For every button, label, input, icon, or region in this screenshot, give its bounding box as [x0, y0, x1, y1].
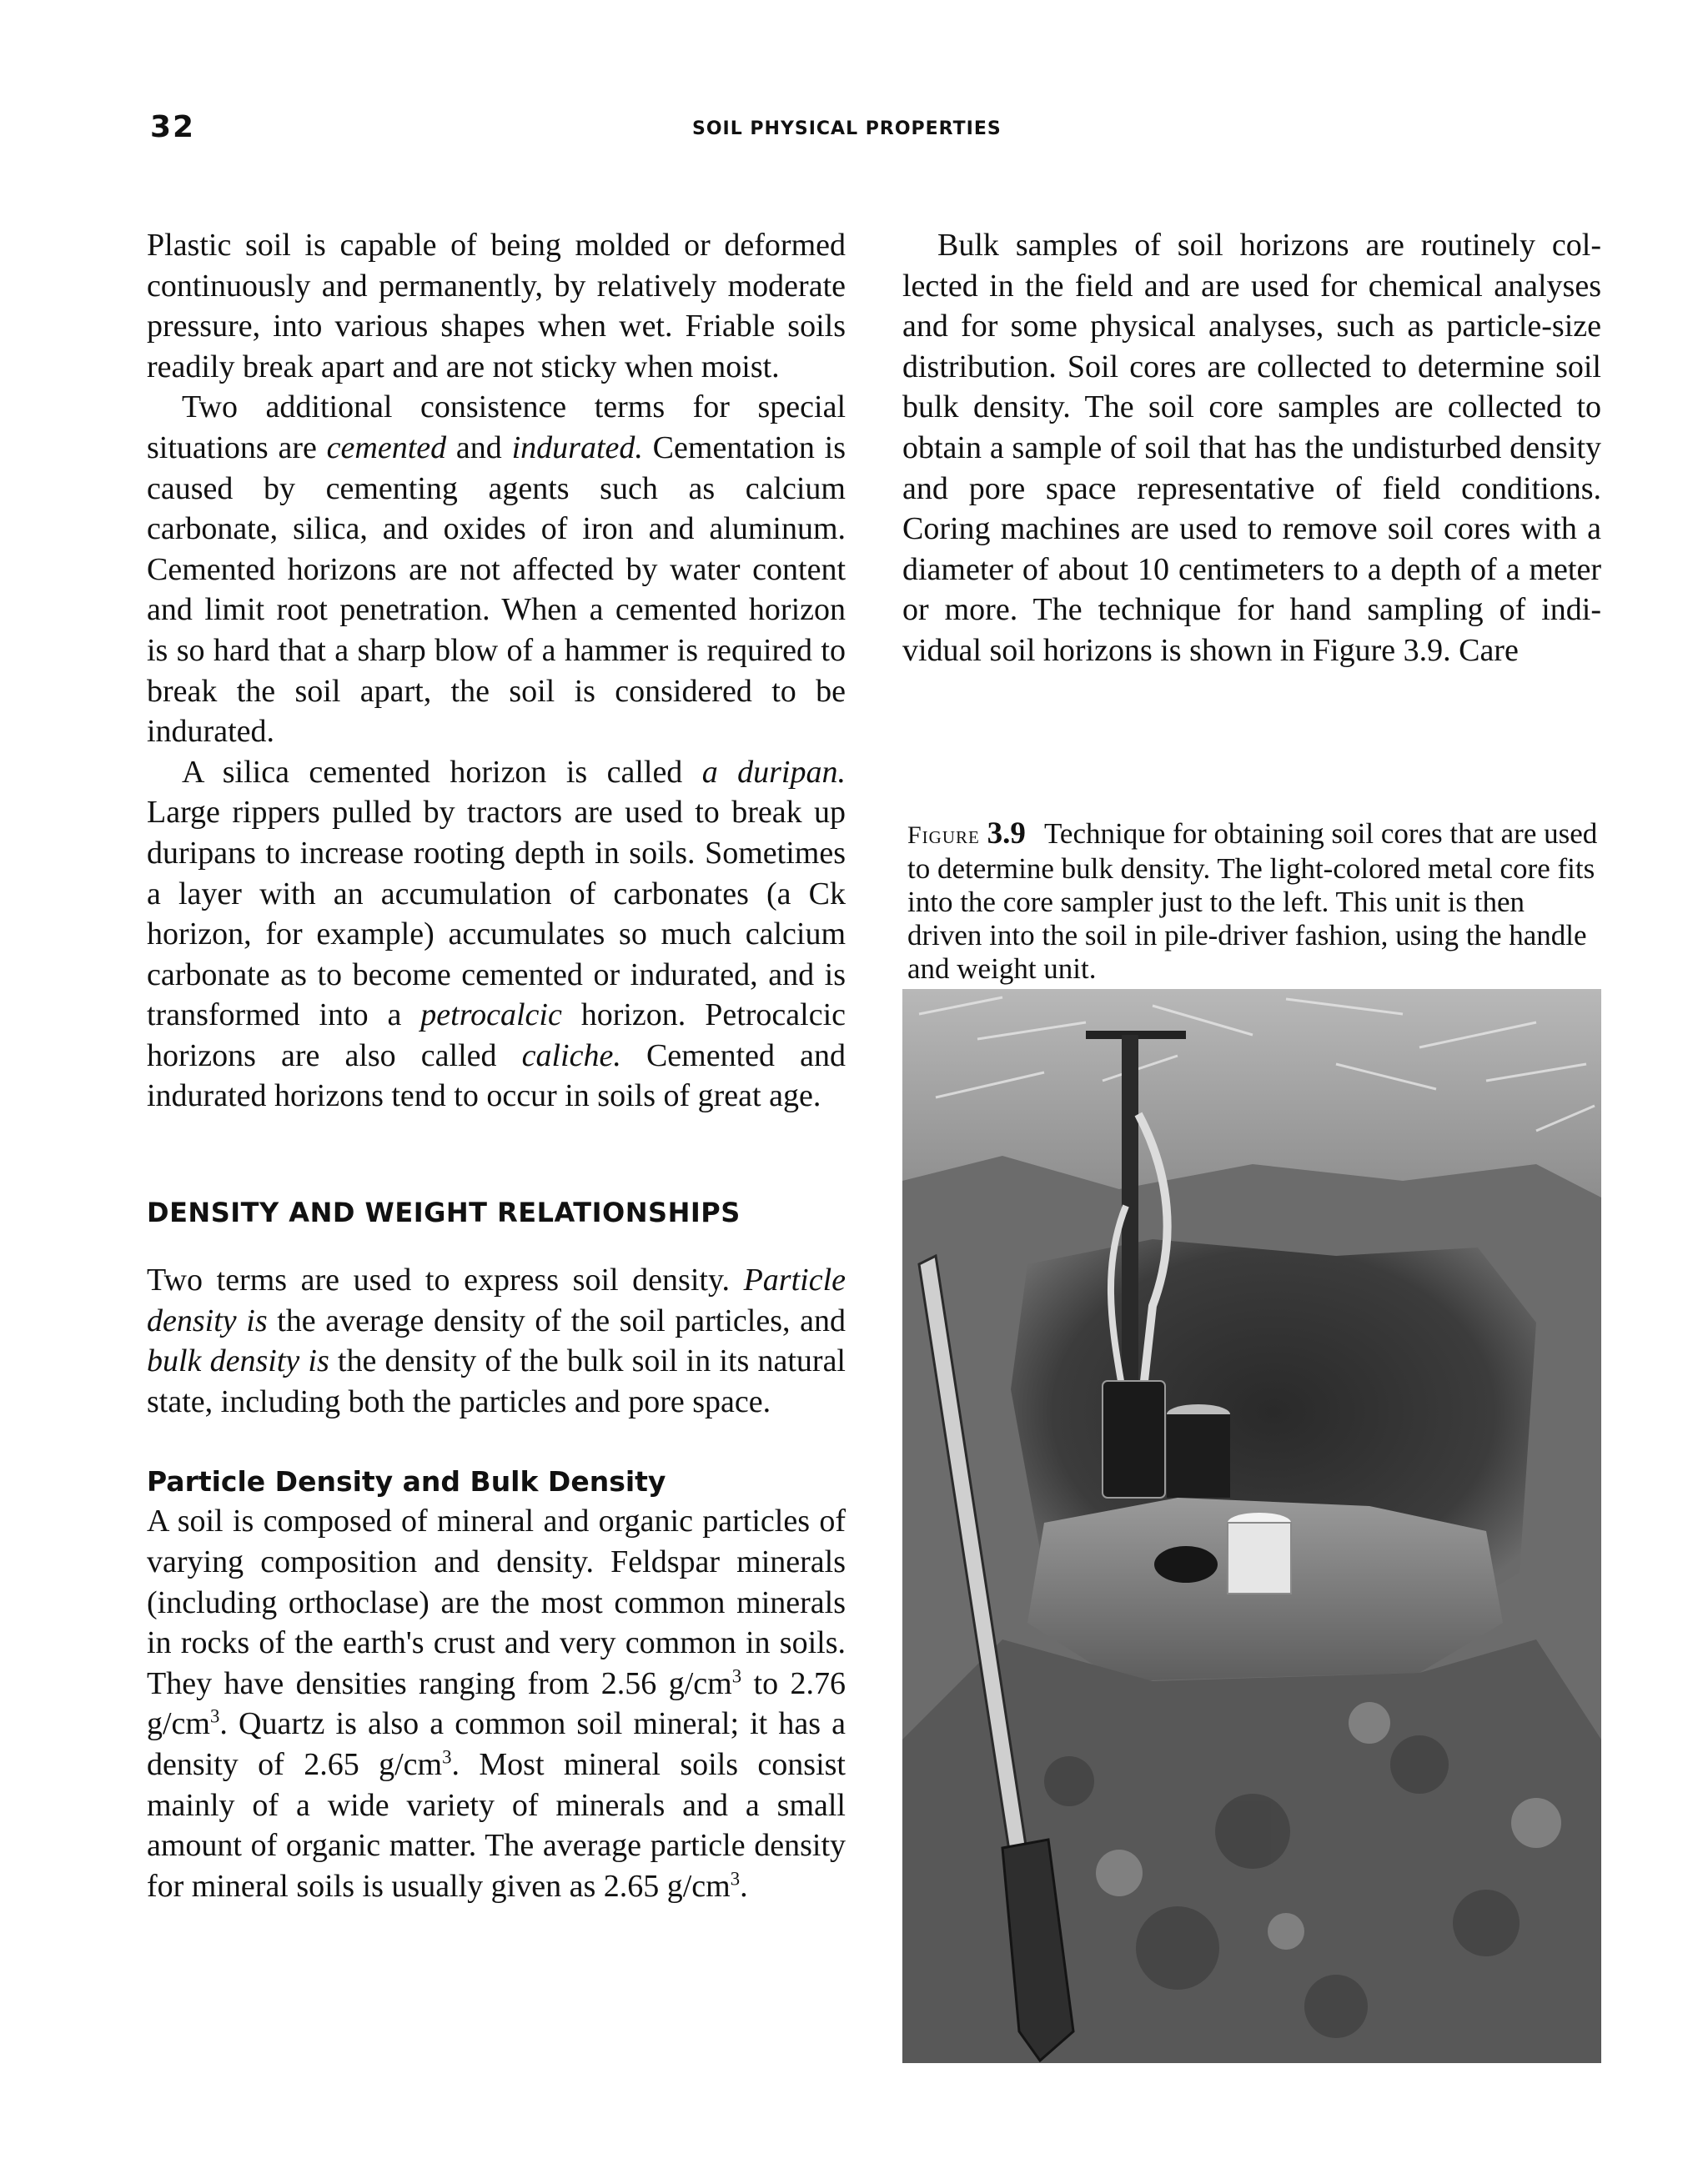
- paragraph-plastic-soil: Plastic soil is capable of being molded or deformed continuously and permanently, by relatively moderate pressure, into various shapes when wet. Friable soils readily break apart and are not sticky when moist.: [147, 228, 846, 384]
- text-run: Two additional consistence terms for special situations are: [147, 389, 846, 465]
- text-run: Cementation is caused by cementing agents such as calcium carbonate, silica, and oxides of iron and aluminum. Cemented horizons are not affected by water content and limit root penetration. When a cemented horizon is so hard that a sharp blow of a hammer is required to break the soil apart, the soil is considered to be indurated.: [147, 429, 846, 750]
- figure-photo-soil-pit: [902, 989, 1601, 2063]
- core-sampler-body: [1103, 1381, 1165, 1498]
- left-column: [147, 225, 846, 1906]
- text-run: the density of the bulk soil in its natural state, including both the particles and pore space.: [147, 1343, 846, 1419]
- figure-caption-text: Technique for obtaining soil cores that are used to determine bulk density. The light-colored metal core fits into the core sampler just to the left. This unit is then driven into the soil in pile-driver fashion, using the handle and weight unit.: [907, 817, 1598, 985]
- text-run: .: [740, 1868, 748, 1904]
- running-head: SOIL PHYSICAL PROPERTIES: [692, 118, 1002, 139]
- soil-pit-illustration: [902, 989, 1601, 2063]
- text-run: . Quartz is also a common soil mineral; it has a density of 2.65 g/cm: [147, 1706, 846, 1782]
- page-number: 32: [150, 110, 196, 144]
- paragraph-bulk-samples: Bulk samples of soil horizons are routinely collected in the field and are used for chemical analyses and for some physical analyses, such as particle-size distribution. Soil cores are collected to determine soil bulk density. The soil core samples are collected to obtain a sample of soil that has the undisturbed density and pore space representative of field conditions. Coring machines are used to remove soil cores with a diameter of about 10 centimeters to a depth of a meter or more. The technique for hand sampling of individual soil horizons is shown in Figure 3.9. Care: [902, 228, 1601, 668]
- figure-caption: [907, 817, 1600, 986]
- text-run: A silica cemented horizon is called: [182, 754, 702, 790]
- text-run: Cemented and indurated horizons tend to occur in soils of great age.: [147, 1037, 846, 1114]
- text-run: Large rippers pulled by tractors are used to break up duripans to increase rooting depth in soils. Sometimes a layer with an accumulation of carbonates (a Ck horizon, for example) accumulates so much calcium carbonate as to become cemented or indurated, and is transformed into a: [147, 795, 846, 1033]
- text-run: . Most mineral soils consist mainly of a wide variety of minerals and a small amount of organic matter. The average particle density for mineral soils is usually given as 2.65 g/cm: [147, 1747, 846, 1904]
- term-caliche: caliche.: [521, 1037, 621, 1073]
- text-run: to 2.76 g/cm: [147, 1665, 846, 1742]
- term-bulk-density: bulk density is: [147, 1343, 329, 1379]
- term-petrocalcic: petrocalcic: [420, 997, 562, 1033]
- term-cemented: cemented: [326, 429, 447, 465]
- text-run: and: [446, 429, 512, 465]
- text-run: Two terms are used to express soil density.: [147, 1263, 744, 1298]
- term-particle-density: Particle density is: [147, 1263, 846, 1338]
- figure-number: 3.9: [987, 816, 1026, 851]
- paragraph-consistence-terms: [147, 387, 846, 751]
- paragraph-density-terms: [147, 1260, 846, 1422]
- superscript: 3: [442, 1746, 452, 1768]
- sample-can-dark: [1167, 1414, 1230, 1498]
- text-run: horizon. Petrocalcic horizons are also called: [147, 997, 846, 1073]
- paragraph-duripan: [147, 752, 846, 1117]
- core-ring-light: [1228, 1523, 1291, 1594]
- text-run: A soil is composed of mineral and organic particles of varying composition and density. Feldspar minerals (including orthoclase) are the most common minerals in rocks of the earth's crust and very common in soils. They have densities ranging from 2.56 g/cm: [147, 1504, 846, 1701]
- term-indurated: indurated.: [511, 429, 643, 465]
- superscript: 3: [731, 1665, 742, 1687]
- superscript: 3: [730, 1868, 741, 1890]
- section-heading: DENSITY AND WEIGHT RELATIONSHIPS: [147, 1197, 741, 1229]
- figure-label: Figure: [907, 821, 980, 849]
- text-run: the average density of the soil particles, and: [267, 1303, 846, 1338]
- subsection-heading: Particle Density and Bulk Density: [147, 1465, 666, 1499]
- paragraph-particle-density: [147, 1501, 846, 1906]
- extracted-soil-core: [1154, 1546, 1218, 1583]
- superscript: 3: [209, 1705, 220, 1727]
- right-column: [902, 225, 1601, 671]
- term-duripan: a duripan.: [701, 754, 846, 790]
